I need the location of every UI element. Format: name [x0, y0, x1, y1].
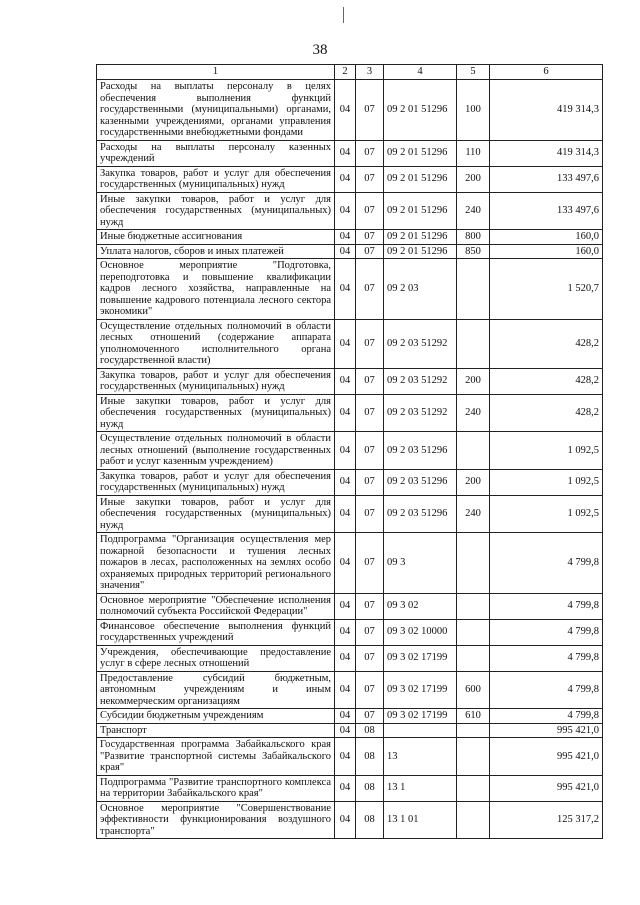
row-expense-type: 200 — [457, 469, 490, 495]
row-name: Финансовое обеспечение выполнения функций государственных учреждений — [97, 619, 335, 645]
row-name: Основное мероприятие "Совершенствование эффективности функционирования воздушного транспорта" — [97, 801, 335, 839]
row-section: 04 — [335, 801, 356, 839]
table-row — [97, 593, 603, 619]
row-name: Предоставление субсидий бюджетным, автономным учреждениям и иным некоммерческим организациям — [97, 671, 335, 709]
row-expense-type — [457, 533, 490, 594]
row-target-code: 09 2 01 51296 — [384, 166, 457, 192]
table-row — [97, 775, 603, 801]
row-expense-type: 600 — [457, 671, 490, 709]
row-subsection: 07 — [356, 166, 384, 192]
row-subsection: 07 — [356, 593, 384, 619]
row-name: Иные бюджетные ассигнования — [97, 230, 335, 245]
row-subsection: 07 — [356, 432, 384, 470]
row-expense-type: 240 — [457, 394, 490, 432]
row-section: 04 — [335, 230, 356, 245]
row-section: 04 — [335, 709, 356, 724]
row-expense-type — [457, 593, 490, 619]
row-amount: 4 799,8 — [490, 709, 603, 724]
row-amount: 4 799,8 — [490, 533, 603, 594]
row-target-code: 09 2 01 51296 — [384, 192, 457, 230]
row-expense-type: 240 — [457, 495, 490, 533]
table-row — [97, 738, 603, 776]
row-section: 04 — [335, 495, 356, 533]
row-target-code: 09 2 01 51296 — [384, 80, 457, 141]
row-target-code: 09 2 01 51296 — [384, 230, 457, 245]
row-expense-type — [457, 619, 490, 645]
table-row — [97, 319, 603, 368]
row-target-code: 09 2 03 51292 — [384, 368, 457, 394]
row-amount: 995 421,0 — [490, 738, 603, 776]
row-amount: 1 520,7 — [490, 259, 603, 320]
row-subsection: 07 — [356, 192, 384, 230]
row-expense-type — [457, 432, 490, 470]
row-name: Иные закупки товаров, работ и услуг для обеспечения государственных (муниципальных) нужд — [97, 394, 335, 432]
row-target-code: 13 1 — [384, 775, 457, 801]
row-target-code: 09 2 03 51296 — [384, 432, 457, 470]
row-section: 04 — [335, 166, 356, 192]
row-section: 04 — [335, 259, 356, 320]
row-section: 04 — [335, 432, 356, 470]
row-expense-type — [457, 645, 490, 671]
row-name: Закупка товаров, работ и услуг для обеспечения государственных (муниципальных) нужд — [97, 469, 335, 495]
scan-mark — [343, 7, 344, 23]
row-amount: 995 421,0 — [490, 775, 603, 801]
row-expense-type — [457, 801, 490, 839]
row-name: Расходы на выплаты персоналу в целях обеспечения выполнения функций государственными (муниципальными) органами, казенными учреждениями, органами управления государственными внебюджетными фондами — [97, 80, 335, 141]
row-amount: 160,0 — [490, 230, 603, 245]
row-amount: 133 497,6 — [490, 192, 603, 230]
row-section: 04 — [335, 619, 356, 645]
row-name: Подпрограмма "Организация осуществления мер пожарной безопасности и тушения лесных пожаров в лесах, расположенных на землях особо охраняемых природных территорий регионального значения" — [97, 533, 335, 594]
row-expense-type — [457, 319, 490, 368]
row-subsection: 07 — [356, 80, 384, 141]
row-subsection: 07 — [356, 230, 384, 245]
table-row — [97, 192, 603, 230]
row-expense-type — [457, 775, 490, 801]
table-row — [97, 368, 603, 394]
row-section: 04 — [335, 469, 356, 495]
row-name: Осуществление отдельных полномочий в области лесных отношений (выполнение государственных работ и услуг казенным учреждением) — [97, 432, 335, 470]
row-target-code: 09 2 03 51292 — [384, 394, 457, 432]
row-expense-type — [457, 259, 490, 320]
row-section: 04 — [335, 368, 356, 394]
row-amount: 995 421,0 — [490, 723, 603, 738]
row-target-code: 09 3 — [384, 533, 457, 594]
table-row — [97, 80, 603, 141]
table-row — [97, 533, 603, 594]
row-expense-type: 200 — [457, 368, 490, 394]
row-target-code: 09 3 02 — [384, 593, 457, 619]
column-header: 1 — [97, 65, 335, 80]
row-name: Иные закупки товаров, работ и услуг для обеспечения государственных (муниципальных) нужд — [97, 495, 335, 533]
row-target-code: 13 1 01 — [384, 801, 457, 839]
row-expense-type — [457, 738, 490, 776]
row-expense-type — [457, 723, 490, 738]
table-row — [97, 230, 603, 245]
row-amount: 428,2 — [490, 368, 603, 394]
table-row — [97, 619, 603, 645]
row-subsection: 07 — [356, 394, 384, 432]
row-expense-type: 110 — [457, 140, 490, 166]
row-name: Уплата налогов, сборов и иных платежей — [97, 244, 335, 259]
row-amount: 1 092,5 — [490, 495, 603, 533]
row-subsection: 08 — [356, 775, 384, 801]
row-amount: 428,2 — [490, 319, 603, 368]
row-amount: 428,2 — [490, 394, 603, 432]
row-name: Основное мероприятие "Подготовка, переподготовка и повышение квалификации кадров лесного хозяйства, направленные на повышение кадрового потенциала лесного сектора экономики" — [97, 259, 335, 320]
row-amount: 1 092,5 — [490, 432, 603, 470]
table-row — [97, 671, 603, 709]
table-row — [97, 709, 603, 724]
table-header-row — [97, 65, 603, 80]
row-name: Закупка товаров, работ и услуг для обеспечения государственных (муниципальных) нужд — [97, 166, 335, 192]
column-header: 2 — [335, 65, 356, 80]
row-amount: 125 317,2 — [490, 801, 603, 839]
row-subsection: 07 — [356, 140, 384, 166]
table-row — [97, 394, 603, 432]
row-expense-type: 850 — [457, 244, 490, 259]
row-subsection: 07 — [356, 319, 384, 368]
row-section: 04 — [335, 738, 356, 776]
row-name: Субсидии бюджетным учреждениям — [97, 709, 335, 724]
row-subsection: 07 — [356, 671, 384, 709]
row-amount: 4 799,8 — [490, 593, 603, 619]
row-subsection: 08 — [356, 738, 384, 776]
row-subsection: 07 — [356, 368, 384, 394]
row-target-code: 09 3 02 17199 — [384, 645, 457, 671]
column-header: 3 — [356, 65, 384, 80]
table-row — [97, 469, 603, 495]
table-row — [97, 801, 603, 839]
row-target-code: 09 2 03 51296 — [384, 495, 457, 533]
row-expense-type: 610 — [457, 709, 490, 724]
row-target-code: 09 2 01 51296 — [384, 244, 457, 259]
table-row — [97, 432, 603, 470]
row-name: Государственная программа Забайкальского края "Развитие транспортной системы Забайкальского края" — [97, 738, 335, 776]
column-header: 5 — [457, 65, 490, 80]
row-expense-type: 800 — [457, 230, 490, 245]
column-header: 4 — [384, 65, 457, 80]
row-amount: 133 497,6 — [490, 166, 603, 192]
row-target-code: 09 2 01 51296 — [384, 140, 457, 166]
table-row — [97, 140, 603, 166]
row-subsection: 08 — [356, 801, 384, 839]
row-section: 04 — [335, 533, 356, 594]
row-subsection: 07 — [356, 259, 384, 320]
row-amount: 4 799,8 — [490, 645, 603, 671]
row-target-code — [384, 723, 457, 738]
row-section: 04 — [335, 645, 356, 671]
row-amount: 4 799,8 — [490, 619, 603, 645]
row-name: Транспорт — [97, 723, 335, 738]
row-subsection: 07 — [356, 619, 384, 645]
column-header: 6 — [490, 65, 603, 80]
row-target-code: 09 3 02 10000 — [384, 619, 457, 645]
row-target-code: 09 2 03 51296 — [384, 469, 457, 495]
table-row — [97, 166, 603, 192]
row-expense-type: 200 — [457, 166, 490, 192]
row-section: 04 — [335, 80, 356, 141]
row-target-code: 09 3 02 17199 — [384, 709, 457, 724]
row-name: Осуществление отдельных полномочий в области лесных отношений (содержание аппарата уполномоченного исполнительного органа государственной власти) — [97, 319, 335, 368]
row-name: Основное мероприятие "Обеспечение исполнения полномочий субъекта Российской Федерации" — [97, 593, 335, 619]
row-subsection: 07 — [356, 533, 384, 594]
page-number: 38 — [312, 42, 328, 58]
row-amount: 4 799,8 — [490, 671, 603, 709]
row-amount: 1 092,5 — [490, 469, 603, 495]
row-expense-type: 240 — [457, 192, 490, 230]
row-target-code: 09 3 02 17199 — [384, 671, 457, 709]
row-subsection: 07 — [356, 709, 384, 724]
table-row — [97, 723, 603, 738]
row-section: 04 — [335, 319, 356, 368]
row-section: 04 — [335, 244, 356, 259]
row-section: 04 — [335, 192, 356, 230]
row-subsection: 07 — [356, 244, 384, 259]
budget-table — [96, 64, 603, 839]
row-amount: 419 314,3 — [490, 80, 603, 141]
row-subsection: 07 — [356, 495, 384, 533]
table-row — [97, 259, 603, 320]
table-row — [97, 495, 603, 533]
table-body — [97, 80, 603, 839]
row-amount: 160,0 — [490, 244, 603, 259]
row-section: 04 — [335, 671, 356, 709]
row-section: 04 — [335, 723, 356, 738]
row-name: Иные закупки товаров, работ и услуг для обеспечения государственных (муниципальных) нужд — [97, 192, 335, 230]
row-amount: 419 314,3 — [490, 140, 603, 166]
table-row — [97, 244, 603, 259]
row-expense-type: 100 — [457, 80, 490, 141]
row-target-code: 09 2 03 51292 — [384, 319, 457, 368]
row-name: Учреждения, обеспечивающие предоставление услуг в сфере лесных отношений — [97, 645, 335, 671]
row-section: 04 — [335, 593, 356, 619]
row-target-code: 09 2 03 — [384, 259, 457, 320]
row-name: Расходы на выплаты персоналу казенных учреждений — [97, 140, 335, 166]
row-section: 04 — [335, 140, 356, 166]
row-name: Подпрограмма "Развитие транспортного комплекса на территории Забайкальского края" — [97, 775, 335, 801]
row-section: 04 — [335, 394, 356, 432]
row-subsection: 07 — [356, 645, 384, 671]
row-section: 04 — [335, 775, 356, 801]
table-row — [97, 645, 603, 671]
row-name: Закупка товаров, работ и услуг для обеспечения государственных (муниципальных) нужд — [97, 368, 335, 394]
row-subsection: 07 — [356, 469, 384, 495]
row-subsection: 08 — [356, 723, 384, 738]
row-target-code: 13 — [384, 738, 457, 776]
